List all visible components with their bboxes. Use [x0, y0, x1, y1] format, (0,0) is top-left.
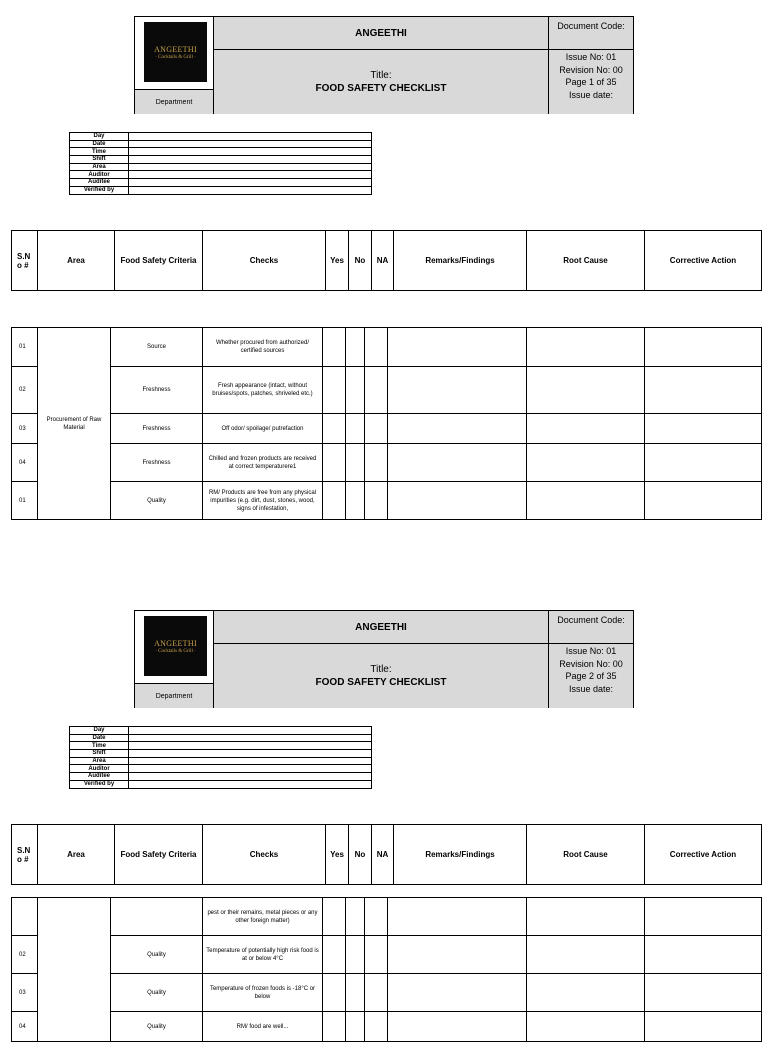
area-field[interactable]	[129, 163, 372, 171]
area-field[interactable]	[129, 757, 372, 765]
document-code: Document Code:	[549, 17, 633, 50]
col-checks: Checks	[203, 231, 326, 291]
col-corrective-action: Corrective Action	[645, 231, 762, 291]
corrective-action-cell[interactable]	[645, 936, 762, 974]
col-na: NA	[372, 231, 394, 291]
remarks-cell[interactable]	[388, 1012, 527, 1042]
area-cell: Procurement of Raw Material	[38, 328, 111, 520]
yes-cell[interactable]	[323, 367, 346, 414]
department-label: Department	[135, 683, 214, 708]
na-cell[interactable]	[365, 1012, 388, 1042]
company-name: ANGEETHI	[214, 17, 549, 50]
col-area: Area	[38, 231, 115, 291]
na-cell[interactable]	[365, 367, 388, 414]
corrective-action-cell[interactable]	[645, 898, 762, 936]
root-cause-cell[interactable]	[527, 1012, 645, 1042]
page-number: Page 2 of 35	[565, 671, 617, 681]
yes-cell[interactable]	[323, 444, 346, 482]
brand-logo: ANGEETHI · Cocktails & Grill ·	[144, 22, 207, 82]
col-remarks: Remarks/Findings	[394, 231, 527, 291]
table-row: 03 Freshness Off odor/ spoilage/ putrefaction	[12, 414, 762, 444]
col-root-cause: Root Cause	[527, 825, 645, 885]
document-header	[134, 16, 634, 114]
verified-by-field[interactable]	[129, 186, 372, 194]
day-field[interactable]	[129, 727, 372, 735]
shift-field[interactable]	[129, 750, 372, 758]
yes-cell[interactable]	[323, 414, 346, 444]
document-title: Title: FOOD SAFETY CHECKLIST	[214, 50, 549, 114]
remarks-cell[interactable]	[388, 414, 527, 444]
col-na: NA	[372, 825, 394, 885]
column-header-row	[11, 824, 762, 885]
remarks-cell[interactable]	[388, 328, 527, 367]
col-area: Area	[38, 825, 115, 885]
corrective-action-cell[interactable]	[645, 482, 762, 520]
issue-info: Issue No: 01 Revision No: 00 Page 2 of 35 Issue date:	[549, 644, 633, 708]
yes-cell[interactable]	[323, 1012, 346, 1042]
page-number: Page 1 of 35	[565, 77, 617, 87]
yes-cell[interactable]	[323, 936, 346, 974]
col-yes: Yes	[326, 825, 349, 885]
date-field[interactable]	[129, 734, 372, 742]
table-row: pest or their remains, metal pieces or any other foreign matter)	[12, 898, 762, 936]
root-cause-cell[interactable]	[527, 414, 645, 444]
col-corrective-action: Corrective Action	[645, 825, 762, 885]
table-row: 03 Quality Temperature of frozen foods is -18°C or below	[12, 974, 762, 1012]
root-cause-cell[interactable]	[527, 898, 645, 936]
issue-info: Issue No: 01 Revision No: 00 Page 1 of 35 Issue date:	[549, 50, 633, 114]
table-row: 01 Quality RM/ Products are free from any physical impurities (e.g. dirt, dust, stones, wood, signs of infestation,	[12, 482, 762, 520]
area-cell	[38, 898, 111, 1042]
col-sno: S.N o #	[12, 231, 38, 291]
na-cell[interactable]	[365, 898, 388, 936]
na-cell[interactable]	[365, 328, 388, 367]
table-row: 04 Freshness Chilled and frozen products are received at correct temperaturere1	[12, 444, 762, 482]
corrective-action-cell[interactable]	[645, 414, 762, 444]
root-cause-cell[interactable]	[527, 367, 645, 414]
time-field[interactable]	[129, 742, 372, 750]
department-label: Department	[135, 89, 214, 114]
col-criteria: Food Safety Criteria	[115, 231, 203, 291]
no-cell[interactable]	[346, 367, 365, 414]
corrective-action-cell[interactable]	[645, 367, 762, 414]
no-cell[interactable]	[346, 328, 365, 367]
remarks-cell[interactable]	[388, 936, 527, 974]
time-field[interactable]	[129, 148, 372, 156]
col-root-cause: Root Cause	[527, 231, 645, 291]
audit-info-table: Day Date Time Shift Area Auditor Auditee Verified by	[69, 132, 372, 195]
table-row: 04 Quality RM/ food are well...	[12, 1012, 762, 1042]
root-cause-cell[interactable]	[527, 444, 645, 482]
na-cell[interactable]	[365, 444, 388, 482]
no-cell[interactable]	[346, 936, 365, 974]
col-sno: S.N o #	[12, 825, 38, 885]
root-cause-cell[interactable]	[527, 482, 645, 520]
table-row: 02 Quality Temperature of potentially high risk food is at or below 4°C	[12, 936, 762, 974]
col-no: No	[349, 825, 372, 885]
yes-cell[interactable]	[323, 974, 346, 1012]
table-row: 02 Freshness Fresh appearance (intact, without bruises/spots, patches, shriveled etc.)	[12, 367, 762, 414]
na-cell[interactable]	[365, 414, 388, 444]
auditor-field[interactable]	[129, 171, 372, 179]
col-no: No	[349, 231, 372, 291]
auditee-field[interactable]	[129, 773, 372, 781]
audit-info-table: Day Date Time Shift Area Auditor Auditee Verified by	[69, 726, 372, 789]
yes-cell[interactable]	[323, 328, 346, 367]
brand-logo: ANGEETHI · Cocktails & Grill ·	[144, 616, 207, 676]
remarks-cell[interactable]	[388, 482, 527, 520]
shift-field[interactable]	[129, 156, 372, 164]
na-cell[interactable]	[365, 482, 388, 520]
yes-cell[interactable]	[323, 898, 346, 936]
document-header	[134, 610, 634, 708]
no-cell[interactable]	[346, 974, 365, 1012]
col-remarks: Remarks/Findings	[394, 825, 527, 885]
date-field[interactable]	[129, 140, 372, 148]
document-code: Document Code:	[549, 611, 633, 644]
verified-by-field[interactable]	[129, 780, 372, 788]
root-cause-cell[interactable]	[527, 328, 645, 367]
no-cell[interactable]	[346, 414, 365, 444]
document-title: Title: FOOD SAFETY CHECKLIST	[214, 644, 549, 708]
no-cell[interactable]	[346, 482, 365, 520]
col-criteria: Food Safety Criteria	[115, 825, 203, 885]
root-cause-cell[interactable]	[527, 974, 645, 1012]
na-cell[interactable]	[365, 936, 388, 974]
col-checks: Checks	[203, 825, 326, 885]
logo-cell	[135, 17, 214, 89]
logo-cell	[135, 611, 214, 683]
yes-cell[interactable]	[323, 482, 346, 520]
remarks-cell[interactable]	[388, 898, 527, 936]
no-cell[interactable]	[346, 444, 365, 482]
root-cause-cell[interactable]	[527, 936, 645, 974]
checklist-table	[11, 327, 762, 520]
column-header-row	[11, 230, 762, 291]
company-name: ANGEETHI	[214, 611, 549, 644]
corrective-action-cell[interactable]	[645, 974, 762, 1012]
remarks-cell[interactable]	[388, 444, 527, 482]
auditee-field[interactable]	[129, 179, 372, 187]
na-cell[interactable]	[365, 974, 388, 1012]
corrective-action-cell[interactable]	[645, 328, 762, 367]
auditor-field[interactable]	[129, 765, 372, 773]
remarks-cell[interactable]	[388, 974, 527, 1012]
remarks-cell[interactable]	[388, 367, 527, 414]
checklist-table	[11, 897, 762, 1042]
table-row: 01 Procurement of Raw Material Source Whether procured from authorized/ certified sources	[12, 328, 762, 367]
corrective-action-cell[interactable]	[645, 1012, 762, 1042]
day-field[interactable]	[129, 133, 372, 141]
col-yes: Yes	[326, 231, 349, 291]
no-cell[interactable]	[346, 898, 365, 936]
no-cell[interactable]	[346, 1012, 365, 1042]
corrective-action-cell[interactable]	[645, 444, 762, 482]
